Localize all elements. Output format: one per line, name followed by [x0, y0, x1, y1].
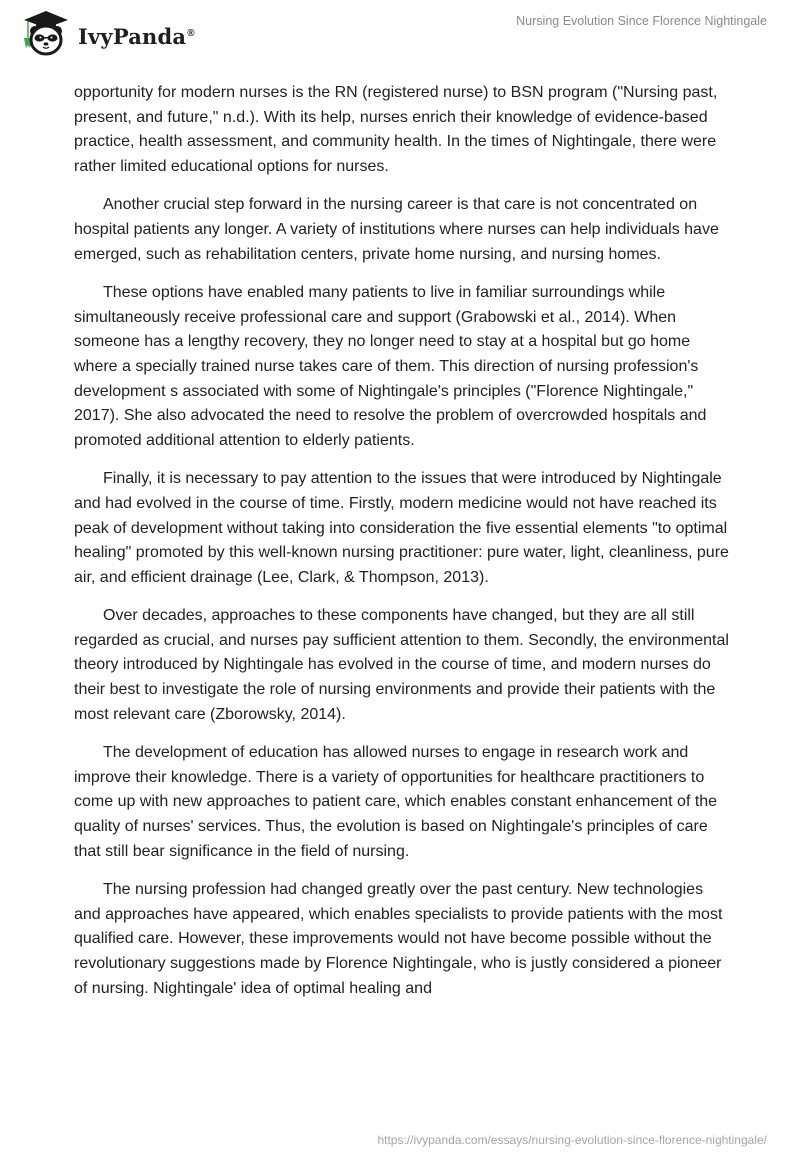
paragraph: Finally, it is necessary to pay attention to the issues that were introduced by Nightingale and had evolved in the course of time. Firstly, modern medicine would not have reached its peak of development without taking into consideration the five essential elements "to optimal healing" promoted by this well-known nursing practitioner: pure water, light, cleanliness, pure air, and efficient drainage (Lee, Clark, & Thompson, 2013).	[74, 470, 729, 586]
paragraph: opportunity for modern nurses is the RN (registered nurse) to BSN program ("Nursing past, present, and future," n.d.). With its help, nurses enrich their knowledge of evidence-based practice, health assessment, and community health. In the times of Nightingale, there were rather limited educational options for nurses.	[74, 84, 718, 175]
page-header	[0, 0, 800, 62]
paragraph: These options have enabled many patients to live in familiar surroundings while simultaneously receive professional care and support (Grabowski et al., 2014). When someone has a lengthy recovery, they no longer need to stay at a hospital but go home where a specially trained nurse takes care of them. This direction of nursing profession's development s associated with some of Nightingale's principles ("Florence Nightingale," 2017). She also advocated the need to resolve the problem of overcrowded hospitals and promoted additional attention to elderly patients.	[74, 284, 707, 449]
source-url[interactable]: https://ivypanda.com/essays/nursing-evolution-since-florence-nightingale/	[377, 1133, 767, 1147]
brand-logo[interactable]	[18, 8, 195, 58]
brand-name	[78, 24, 195, 49]
paragraph: Over decades, approaches to these components have changed, but they are all still regarded as crucial, and nurses pay sufficient attention to them. Secondly, the environmental theory introduced by Nightingale has evolved in the course of time, and modern nurses do their best to investigate the role of nursing environments and provide their patients with the most relevant care (Zborowsky, 2014).	[74, 607, 729, 723]
paragraph: The development of education has allowed nurses to engage in research work and improve their knowledge. There is a variety of opportunities for healthcare practitioners to come up with new approaches to patient care, which enables constant enhancement of the quality of nurses' services. Thus, the evolution is based on Nightingale's principles of care that still bear significance in the field of nursing.	[74, 744, 718, 860]
panda-graduate-icon	[18, 8, 74, 58]
brand-name-text: IvyPanda	[78, 23, 187, 49]
paragraph: The nursing profession had changed greatly over the past century. New technologies and approaches have appeared, which enables specialists to provide patients with the most qualified care. However, these improvements would not have become possible without the revolutionary suggestions made by Florence Nightingale, who is justly considered a pioneer of nursing. Nightingale' idea of optimal healing and	[74, 881, 723, 997]
document-title: Nursing Evolution Since Florence Nightingale	[516, 14, 767, 28]
paragraph: Another crucial step forward in the nursing career is that care is not concentrated on hospital patients any longer. A variety of institutions where nurses can help individuals have emerged, such as rehabilitation centers, private home nursing, and nursing homes.	[74, 196, 719, 263]
registered-mark: ®	[187, 27, 195, 39]
essay-body	[74, 81, 734, 1015]
